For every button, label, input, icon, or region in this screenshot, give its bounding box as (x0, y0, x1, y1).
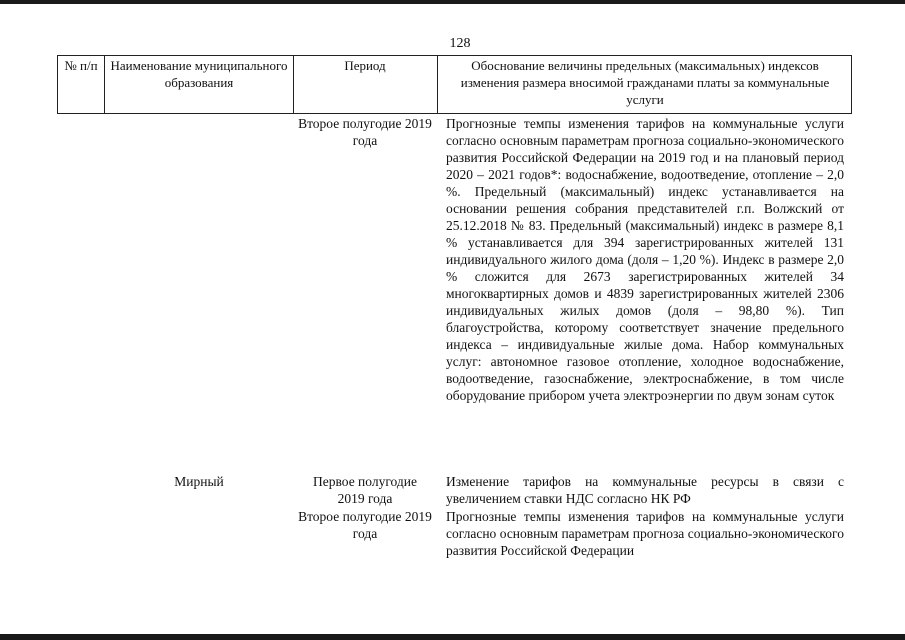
row1-reasoning: Прогнозные темпы изменения тарифов на коммунальные услуги согласно основным параметрам прогноза социально-экономического развития Российской Федерации на 2019 год и на плановый период 2020 – 2021 годов*: водоснабжение, водоотведение, отопление – 2,0 %. Предельный (максимальный) индекс устанавливается на основании решения собрания представителей г.п. Волжский от 25.12.2018 № 83. Предельный (максимальный) индекс в размере 8,1 % устанавливается для 394 зарегистрированных жителей 131 индивидуального жилого дома (доля – 1,20 %). Индекс в размере 2,0 % сложится для 2673 зарегистрированных жителей 34 многоквартирных домов и 4839 зарегистрированных жителей 2306 индивидуальных жилых домов (доля – 98,80 %). Тип благоустройства, которому соответствует значение предельного индекса – индивидуальные жилые дома. Набор коммунальных услуг: автономное газовое отопление, холодное водоснабжение, водоотведение, газоснабжение, электроснабжение, в том числе оборудование прибором учета электроэнергии по двум зонам суток (446, 116, 844, 403)
row2-reasoning: Изменение тарифов на коммунальные ресурсы в связи с увеличением ставки НДС согласно НК РФ (446, 474, 844, 506)
row3-period: Второе полугодие 2019 года (298, 509, 432, 541)
header-right-border (851, 55, 852, 114)
header-divider-1 (104, 55, 105, 114)
page-number: 128 (449, 36, 471, 51)
header-divider-2 (293, 55, 294, 114)
row2-period: Первое полугодие 2019 года (313, 474, 417, 506)
header-divider-3 (437, 55, 438, 114)
header-bottom-border (57, 113, 852, 114)
row1-period: Второе полугодие 2019 года (298, 116, 432, 148)
top-scan-edge (0, 0, 905, 4)
row2-municipality: Мирный (174, 474, 224, 489)
table-top-border (57, 55, 852, 56)
header-col-municipality: Наименование муниципального образования (110, 58, 288, 90)
row3-reasoning: Прогнозные темпы изменения тарифов на коммунальные услуги согласно основным параметрам прогноза социально-экономического развития Российской Федерации (446, 509, 844, 558)
header-col-reasoning: Обоснование величины предельных (максимальных) индексов изменения размера вносимой гражданами платы за коммунальные услуги (460, 58, 830, 107)
bottom-scan-edge (0, 634, 905, 640)
header-col-period: Период (344, 58, 386, 73)
header-col-number: № п/п (64, 58, 98, 73)
